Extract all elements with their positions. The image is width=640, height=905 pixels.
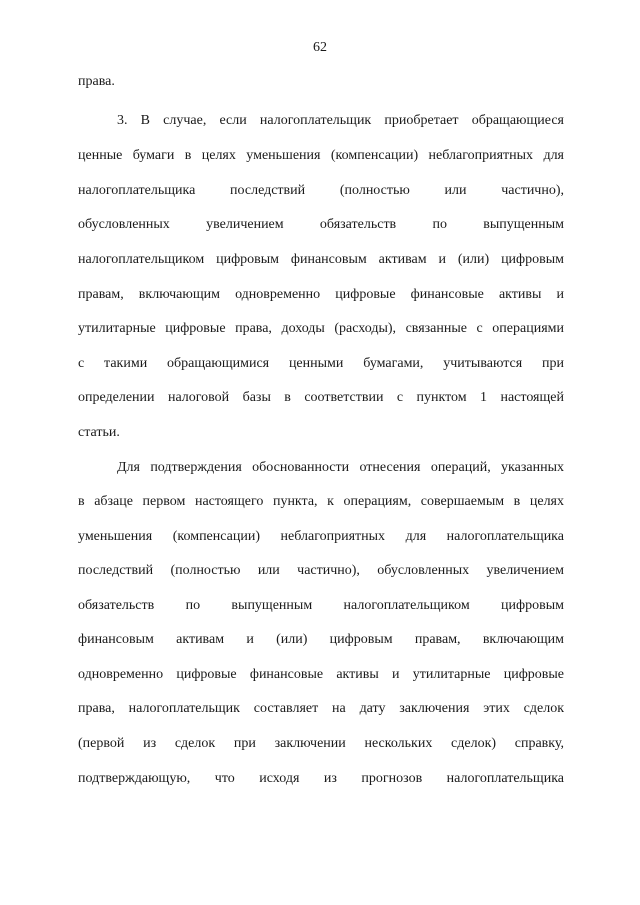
paragraph-line: утилитарные цифровые права, доходы (расходы), связанные с операциями — [78, 321, 564, 336]
paragraph-line: финансовым активам и (или) цифровым правам, включающим — [78, 632, 564, 647]
paragraph-line: налогоплательщика последствий (полностью или частично), — [78, 183, 564, 198]
paragraph-line: подтверждающую, что исходя из прогнозов налогоплательщика — [78, 771, 564, 786]
paragraph-line: одновременно цифровые финансовые активы и утилитарные цифровые — [78, 667, 564, 682]
paragraph-line: Для подтверждения обоснованности отнесения операций, указанных — [117, 460, 564, 475]
paragraph-line: в абзаце первом настоящего пункта, к операциям, совершаемым в целях — [78, 494, 564, 509]
paragraph-line: налогоплательщиком цифровым финансовым активам и (или) цифровым — [78, 252, 564, 267]
text-line: права. — [78, 74, 115, 89]
paragraph-line: ценные бумаги в целях уменьшения (компенсации) неблагоприятных для — [78, 148, 564, 163]
paragraph-line: обязательств по выпущенным налогоплательщиком цифровым — [78, 598, 564, 613]
paragraph-line: определении налоговой базы в соответствии с пунктом 1 настоящей — [78, 390, 564, 405]
paragraph-line: последствий (полностью или частично), обусловленных увеличением — [78, 563, 564, 578]
paragraph-line: с такими обращающимися ценными бумагами, учитываются при — [78, 356, 564, 371]
paragraph-line: правам, включающим одновременно цифровые финансовые активы и — [78, 287, 564, 302]
paragraph-line: 3. В случае, если налогоплательщик приобретает обращающиеся — [117, 113, 564, 128]
page-number: 62 — [313, 40, 327, 55]
paragraph-line: права, налогоплательщик составляет на дату заключения этих сделок — [78, 701, 564, 716]
paragraph-line: (первой из сделок при заключении нескольких сделок) справку, — [78, 736, 564, 751]
paragraph-line: обусловленных увеличением обязательств по выпущенным — [78, 217, 564, 232]
paragraph-line: уменьшения (компенсации) неблагоприятных для налогоплательщика — [78, 529, 564, 544]
paragraph-line: статьи. — [78, 425, 120, 440]
